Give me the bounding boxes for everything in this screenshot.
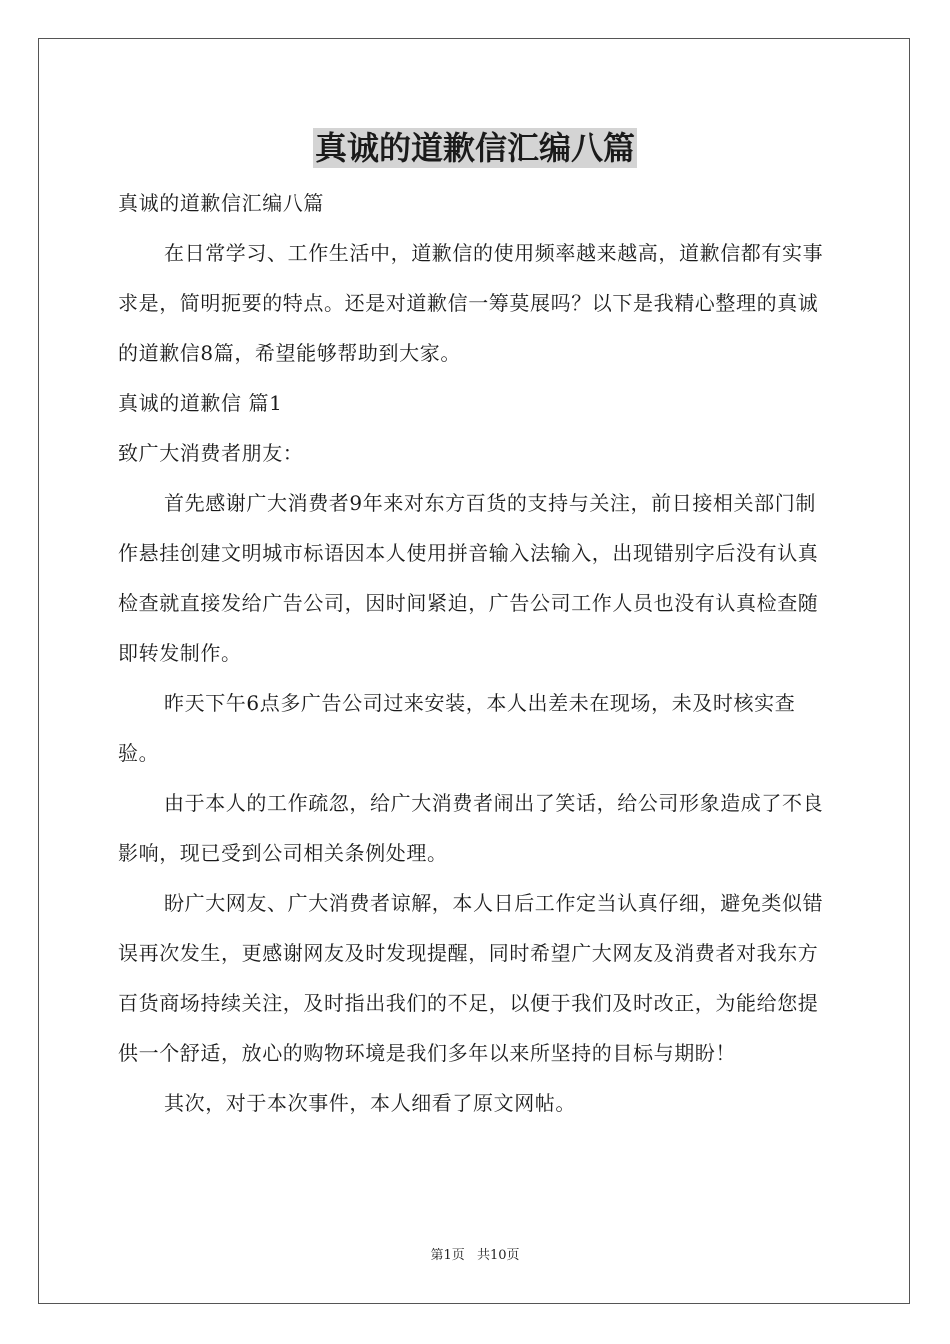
paragraph: 盼广大网友、广大消费者谅解，本人日后工作定当认真仔细，避免类似错误再次发生，更感谢网友及时发现提醒，同时希望广大网友及消费者对我东方百货商场持续关注，及时指出我们的不足，以便于我们及时改正，为能给您提供一个舒适，放心的购物环境是我们多年以来所坚持的目标与期盼！ <box>118 891 824 1065</box>
paragraph: 昨天下午6点多广告公司过来安装，本人出差未在现场，未及时核实查验。 <box>118 691 796 765</box>
page-number: 第1页 <box>430 1248 465 1263</box>
salutation: 致广大消费者朋友： <box>118 441 304 465</box>
paragraph: 在日常学习、工作生活中，道歉信的使用频率越来越高，道歉信都有实事求是，简明扼要的特点。还是对道歉信一筹莫展吗？以下是我精心整理的真诚的道歉信8篇，希望能够帮助到大家。 <box>118 241 824 365</box>
paragraph: 由于本人的工作疏忽，给广大消费者闹出了笑话，给公司形象造成了不良影响，现已受到公司相关条例处理。 <box>118 791 824 865</box>
document-body <box>118 178 834 1128</box>
page-footer <box>0 1247 950 1265</box>
section-heading: 真诚的道歉信 篇1 <box>118 391 283 415</box>
paragraph: 真诚的道歉信汇编八篇 <box>118 191 324 215</box>
page-total: 共10页 <box>476 1248 520 1263</box>
paragraph: 首先感谢广大消费者9年来对东方百货的支持与关注，前日接相关部门制作悬挂创建文明城市标语因本人使用拼音输入法输入，出现错别字后没有认真检查就直接发给广告公司，因时间紧迫，广告公司工作人员也没有认真检查随即转发制作。 <box>118 491 819 665</box>
paragraph: 其次，对于本次事件，本人细看了原文网帖。 <box>164 1091 576 1115</box>
title-container <box>0 128 950 168</box>
document-title: 真诚的道歉信汇编八篇 <box>314 129 635 167</box>
